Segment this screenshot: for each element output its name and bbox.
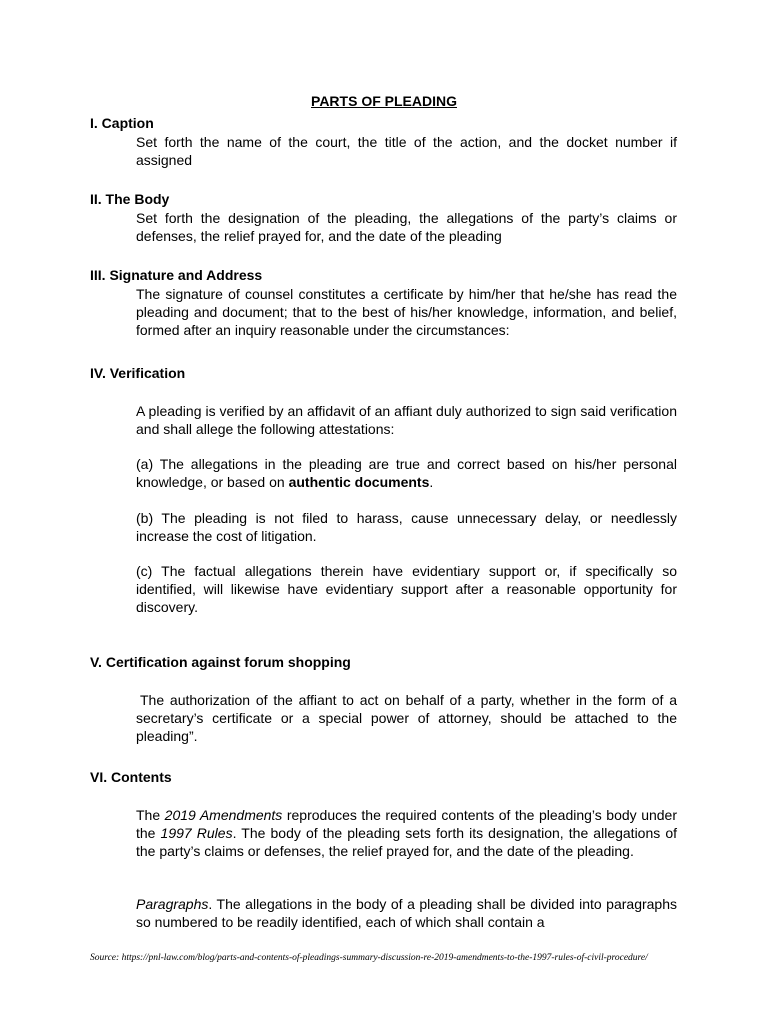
certification-text: The authorization of the affiant to act on behalf of a party, whether in the form of a secretary’s certificate or a special power of attorney, should be attached to the pleading”. (136, 692, 677, 744)
item-a-bold: authentic documents (288, 474, 430, 490)
verification-item-c: (c) The factual allegations therein have evidentiary support or, if specifically so identified, will likewise have evidentiary support after a reasonable opportunity for discovery. (136, 563, 677, 615)
contents-p1-text-a: The (136, 807, 165, 823)
contents-paragraph-2 (136, 895, 677, 931)
heading-caption: I. Caption (90, 115, 154, 131)
caption-text: Set forth the name of the court, the title of the action, and the docket number if assigned (136, 134, 677, 168)
document-title: PARTS OF PLEADING (311, 93, 457, 109)
item-a-end: . (429, 474, 434, 490)
item-a-text: (a) The allegations in the pleading are true and correct based on his/her personal knowledge, or based on (136, 456, 677, 490)
contents-p1-text-c: reproduces the required contents of the pleading’s body under the (136, 807, 678, 841)
verification-item-a (136, 455, 677, 491)
signature-text: The signature of counsel constitutes a certificate by him/her that he/she has read the pleading and document; that to the best of his/her knowledge, information, and belief, formed after an inquiry reasonable under the circumstances: (136, 286, 677, 338)
heading-contents: VI. Contents (90, 769, 172, 785)
contents-p2-italic-paragraphs: Paragraphs (136, 896, 209, 912)
contents-paragraph-1 (136, 806, 677, 860)
heading-certification: V. Certification against forum shopping (90, 654, 351, 670)
body-text: Set forth the designation of the pleading, the allegations of the party’s claims or defenses, the relief prayed for, and the date of the pleading (136, 210, 677, 244)
source-footnote: Source: https://pnl-law.com/blog/parts-and-contents-of-pleadings-summary-discussion-re-2019-amendments-to-the-1997-rules-of-civil-procedure/ (90, 953, 648, 963)
heading-body: II. The Body (90, 191, 170, 207)
verification-intro: A pleading is verified by an affidavit of an affiant duly authorized to sign said verification and shall allege the following attestations: (136, 403, 677, 437)
contents-p1-text-e: . The body of the pleading sets forth its designation, the allegations of the party’s claims or defenses, the relief prayed for, and the date of the pleading. (136, 825, 678, 859)
contents-p2-text: . The allegations in the body of a pleading shall be divided into paragraphs so numbered to be readily identified, each of which shall contain a (136, 896, 677, 930)
heading-verification: IV. Verification (90, 365, 186, 381)
heading-signature: III. Signature and Address (90, 267, 263, 283)
contents-p1-italic-rules: 1997 Rules (160, 825, 233, 841)
verification-item-b: (b) The pleading is not filed to harass, cause unnecessary delay, or needlessly increase the cost of litigation. (136, 510, 677, 544)
contents-p1-italic-amendments: 2019 Amendments (164, 807, 283, 823)
